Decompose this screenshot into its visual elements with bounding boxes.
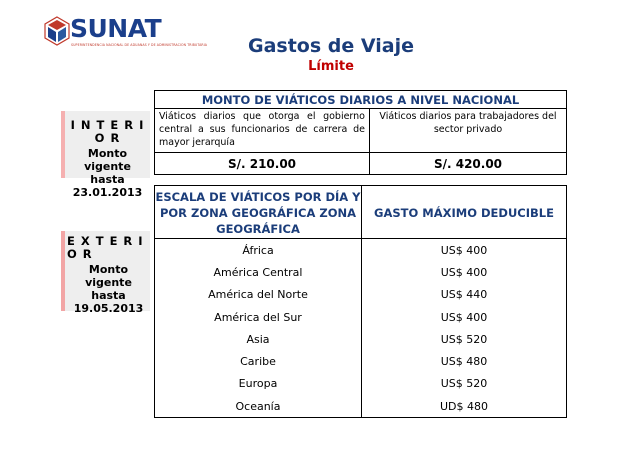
table-row: [155, 306, 567, 328]
table-row: [155, 239, 567, 262]
amount-cell: UD$ 480: [362, 395, 567, 418]
interior-table-header: MONTO DE VIÁTICOS DIARIOS A NIVEL NACIONAL: [155, 91, 567, 109]
exterior-table: [154, 185, 567, 418]
interior-desc-government: Viáticos diarios que otorga el gobierno central a sus funcionarios de carrera de mayor jerarquía: [155, 109, 370, 153]
page-subtitle: Límite: [308, 59, 354, 74]
exterior-validity-line2: hasta: [91, 289, 126, 302]
zone-cell: América del Sur: [155, 306, 362, 328]
interior-label-box: [61, 111, 150, 199]
logo-wordmark: SUNAT: [70, 14, 162, 43]
page-title: Gastos de Viaje: [248, 35, 414, 57]
zone-cell: América Central: [155, 261, 362, 283]
amount-cell: US$ 440: [362, 284, 567, 306]
table-row: [155, 261, 567, 283]
interior-validity-date: 23.01.2013: [72, 186, 143, 199]
zone-cell: América del Norte: [155, 284, 362, 306]
interior-validity-line1: Monto vigente: [84, 147, 131, 173]
zone-cell: Asia: [155, 328, 362, 350]
interior-validity-line2: hasta: [90, 173, 125, 186]
sunat-emblem-icon: [44, 16, 70, 46]
amount-cell: US$ 520: [362, 373, 567, 395]
exterior-label-box: [61, 231, 150, 315]
exterior-header-zone: ESCALA DE VIÁTICOS POR DÍA Y POR ZONA GEOGRÁFICA ZONA GEOGRÁFICA: [155, 186, 362, 239]
exterior-label: E X T E R I O R: [67, 234, 144, 261]
exterior-validity-line1: Monto vigente: [85, 263, 132, 289]
zone-cell: Europa: [155, 373, 362, 395]
zone-cell: África: [155, 239, 362, 262]
interior-amount-private: S/. 420.00: [370, 153, 567, 175]
table-row: [155, 373, 567, 395]
zone-cell: Oceanía: [155, 395, 362, 418]
amount-cell: US$ 400: [362, 261, 567, 283]
amount-cell: US$ 400: [362, 239, 567, 262]
table-row: [155, 395, 567, 418]
table-row: [155, 284, 567, 306]
amount-cell: US$ 480: [362, 350, 567, 372]
table-row: [155, 328, 567, 350]
table-row: [155, 350, 567, 372]
sunat-logo: [44, 14, 208, 50]
interior-amount-government: S/. 210.00: [155, 153, 370, 175]
amount-cell: US$ 520: [362, 328, 567, 350]
amount-cell: US$ 400: [362, 306, 567, 328]
exterior-header-amount: GASTO MÁXIMO DEDUCIBLE: [362, 186, 567, 239]
exterior-validity-date: 19.05.2013: [73, 302, 144, 315]
interior-label: I N T E R I O R: [70, 118, 145, 145]
interior-desc-private: Viáticos diarios para trabajadores del sector privado: [370, 109, 567, 153]
zone-cell: Caribe: [155, 350, 362, 372]
logo-tagline: SUPERINTENDENCIA NACIONAL DE ADUANAS Y DE ADMINISTRACION TRIBUTARIA: [71, 43, 208, 47]
interior-table: [154, 90, 567, 175]
